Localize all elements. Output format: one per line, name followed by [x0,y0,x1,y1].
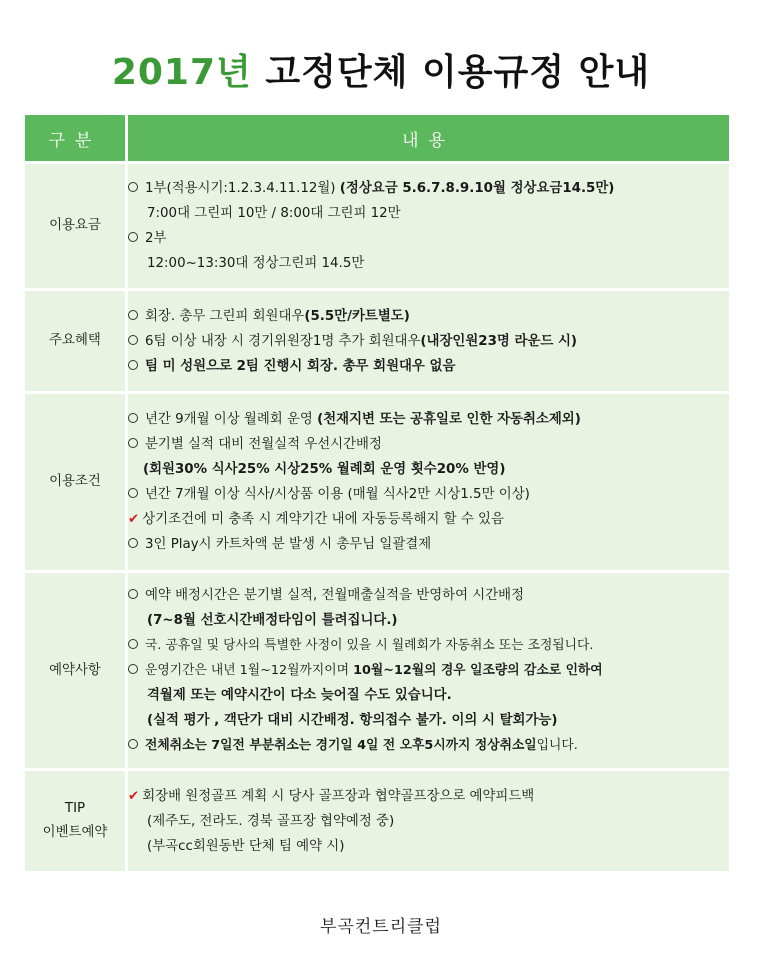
list-item: 팀 미 성원으로 2팀 진행시 회장. 총무 회원대우 없음 [128,354,729,379]
table-header-row [25,115,729,161]
header-content: 내용 [128,115,729,161]
content-tip [128,771,729,871]
category-reservation: 예약사항 [25,573,125,768]
list-item: (부곡cc회원동반 단체 팀 예약 시) [147,838,345,854]
category-condition: 이용조건 [25,394,125,570]
row-reservation [25,573,729,768]
row-tip [25,771,729,871]
list-item: 운영기간은 내년 1월~12월까지이며 10월~12월의 경우 일조량의 감소로 인하여 [128,658,729,683]
row-condition [25,394,729,570]
list-item: 전체취소는 7일전 부분취소는 경기일 4일 전 오후5시까지 정상취소일입니다. [128,733,729,758]
footer-club-name: 부곡컨트리클럽 [320,917,442,937]
list-item: 격월제 또는 예약시간이 다소 늦어질 수도 있습니다. [147,688,452,703]
content-benefit [128,291,729,391]
list-item: 국. 공휴일 및 당사의 특별한 사정이 있을 시 월례회가 자동취소 또는 조정됩니다. [128,633,729,658]
row-fee [25,164,729,288]
title-text: 고정단체 이용규정 안내 [251,52,651,93]
header-category: 구분 [25,115,125,161]
circle-bullet-icon [128,335,138,345]
circle-bullet-icon [128,310,138,320]
content-reservation [128,573,729,768]
category-tip [25,771,125,871]
list-item: 회장. 총무 그린피 회원대우(5.5만/카트별도) [128,304,729,329]
list-item: 1부(적용시기:1.2.3.4.11.12월) (정상요금 5.6.7.8.9.10월 정상요금14.5만) [128,176,729,201]
category-tip-line1: TIP [64,801,86,816]
list-item: 6팀 이상 내장 시 경기위원장1명 추가 회원대우(내장인원23명 라운드 시) [128,329,729,354]
list-item: ✔ 상기조건에 미 충족 시 계약기간 내에 자동등록해지 할 수 있음 [128,512,504,527]
list-item: 분기별 실적 대비 전월실적 우선시간배정 [128,432,729,457]
category-fee: 이용요금 [25,164,125,288]
title-year: 2017년 [111,52,252,93]
circle-bullet-icon [128,739,138,749]
list-item: 7:00대 그린피 10만 / 8:00대 그린피 12만 [147,206,401,221]
circle-bullet-icon [128,538,138,548]
circle-bullet-icon [128,664,138,674]
list-item: 년간 9개월 이상 월례회 운영 (천재지변 또는 공휴일로 인한 자동취소제외) [128,407,729,432]
list-item: (제주도, 전라도. 경북 골프장 협약예정 중) [147,813,395,829]
row-benefit [25,291,729,391]
checkmark-icon: ✔ [128,512,140,527]
list-item: 년간 7개월 이상 식사/시상품 이용 (매월 식사2만 시상1.5만 이상) [128,482,729,507]
list-item: 3인 Play시 카트차액 분 발생 시 총무님 일괄결제 [128,532,729,557]
list-item: 12:00~13:30대 정상그린피 14.5만 [147,256,365,271]
list-item: (7~8월 선호시간배정타임이 틀려집니다.) [147,613,398,628]
checkmark-icon: ✔ [128,788,140,804]
circle-bullet-icon [128,639,138,649]
circle-bullet-icon [128,182,138,192]
circle-bullet-icon [128,413,138,423]
list-item: ✔ 회장배 원정골프 계획 시 당사 골프장과 협약골프장으로 예약피드백 [128,788,535,804]
category-tip-line2: 이벤트예약 [42,825,108,840]
circle-bullet-icon [128,488,138,498]
circle-bullet-icon [128,589,138,599]
rules-table [22,112,732,874]
list-item: (실적 평가 , 객단가 대비 시간배정. 항의접수 불가. 이의 시 탈회가능) [147,713,558,728]
page-title [0,44,762,95]
category-benefit: 주요혜택 [25,291,125,391]
circle-bullet-icon [128,232,138,242]
list-item: (회원30% 식사25% 시상25% 월례회 운영 횟수20% 반영) [143,462,506,477]
list-item: 2부 [128,226,729,251]
content-condition [128,394,729,570]
list-item: 예약 배정시간은 분기별 실적, 전월매출실적을 반영하여 시간배정 [128,583,729,608]
circle-bullet-icon [128,438,138,448]
circle-bullet-icon [128,360,138,370]
content-fee [128,164,729,288]
